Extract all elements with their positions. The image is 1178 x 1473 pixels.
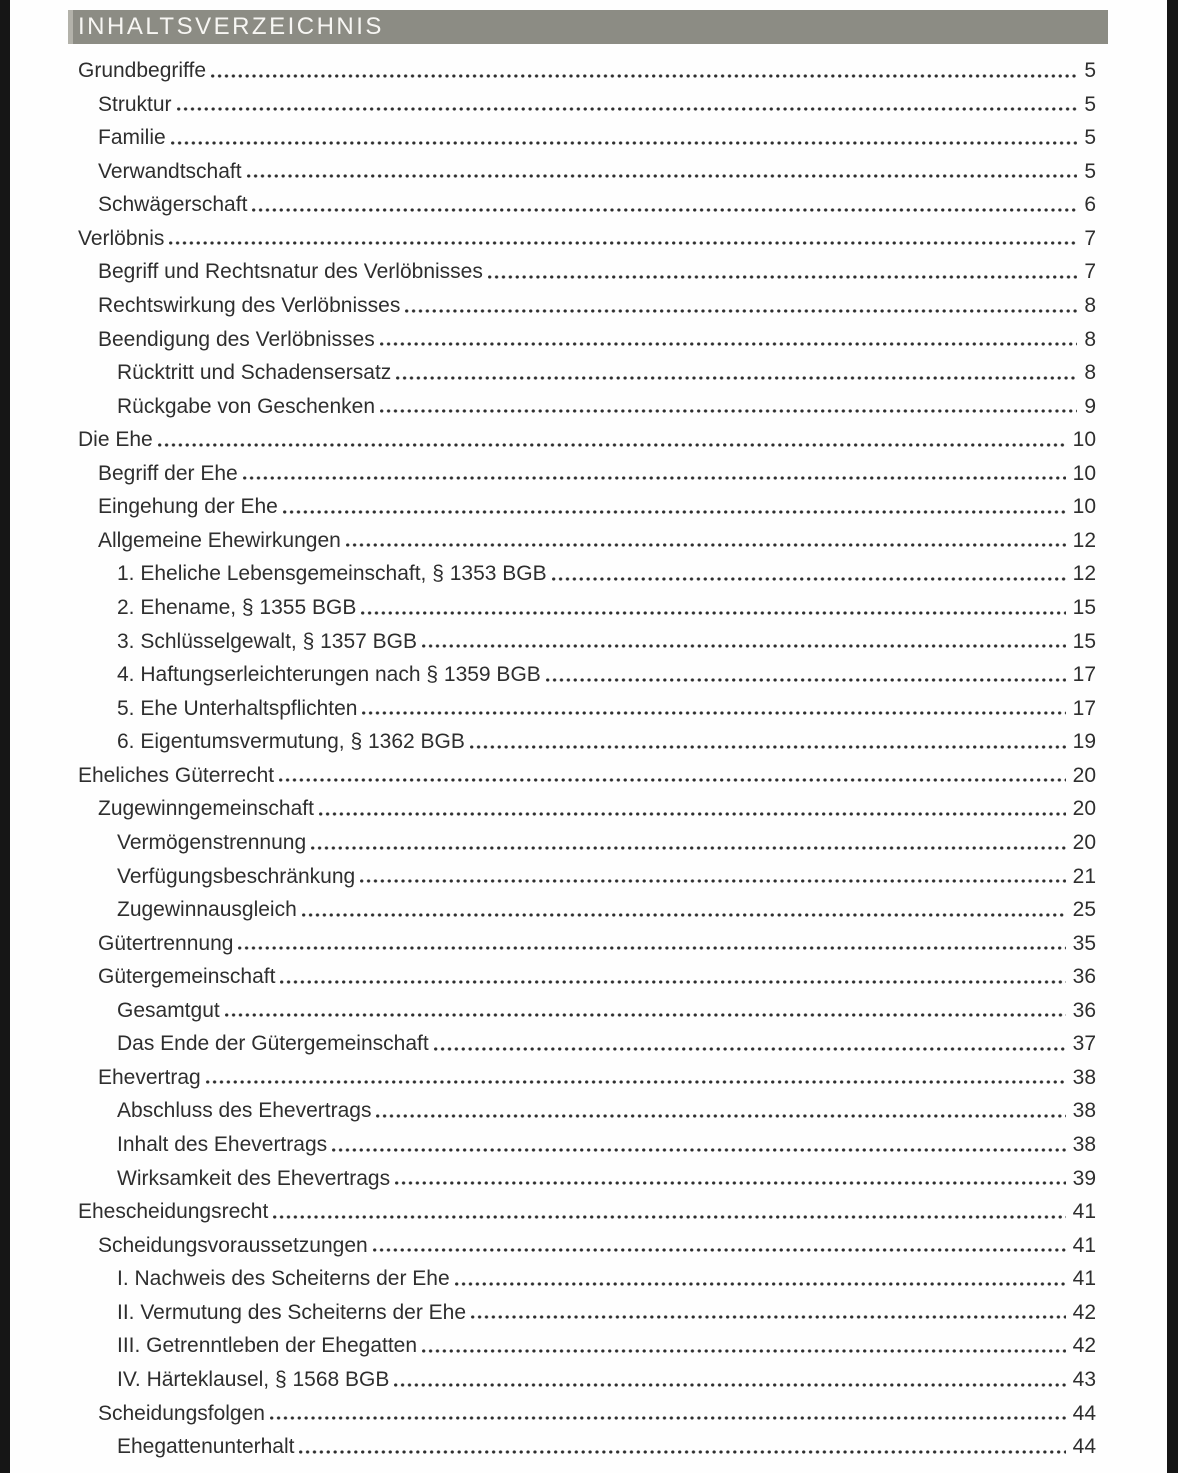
toc-entry[interactable]	[78, 927, 1096, 961]
dot-leader	[280, 980, 1065, 984]
toc-entry-label: 1. Eheliche Lebensgemeinschaft, § 1353 BGB	[117, 562, 547, 586]
toc-entry[interactable]	[78, 1094, 1096, 1128]
toc-entry[interactable]	[78, 222, 1096, 256]
toc-entry-page: 38	[1072, 1133, 1096, 1156]
toc-entry-page: 43	[1072, 1367, 1096, 1391]
dot-leader	[373, 1248, 1066, 1252]
toc-entry-page: 10	[1072, 495, 1096, 519]
toc-entry[interactable]	[78, 1430, 1096, 1464]
toc-entry[interactable]	[78, 524, 1096, 558]
toc-entry[interactable]	[78, 792, 1096, 826]
toc-entry-page: 44	[1072, 1435, 1096, 1459]
toc-entry-label: Abschluss des Ehevertrags	[117, 1099, 372, 1123]
toc-entry-page: 5	[1084, 59, 1096, 82]
toc-entry-label: Verlöbnis	[78, 226, 165, 250]
toc-entry-label: 4. Haftungserleichterungen nach § 1359 BGB	[117, 663, 541, 687]
dot-leader	[470, 745, 1066, 749]
dot-leader	[206, 1080, 1066, 1084]
toc-entry-label: Scheidungsvoraussetzungen	[98, 1233, 368, 1257]
toc-entry[interactable]	[78, 155, 1096, 189]
toc-entry-page: 41	[1072, 1267, 1096, 1291]
toc-entry-label: Schwägerschaft	[98, 193, 248, 217]
toc-entry-label: Grundbegriffe	[78, 59, 207, 82]
dot-leader	[243, 476, 1066, 480]
dot-leader	[546, 678, 1066, 682]
dot-leader	[360, 879, 1065, 883]
toc-entry[interactable]	[78, 625, 1096, 659]
toc-entry-page: 20	[1072, 797, 1096, 821]
toc-entry[interactable]	[78, 692, 1096, 726]
toc-entry-label: IV. Härteklausel, § 1568 BGB	[117, 1367, 390, 1391]
toc-entry-label: Rücktritt und Schadensersatz	[117, 361, 392, 385]
dot-leader	[396, 376, 1077, 380]
toc-entry[interactable]	[78, 658, 1096, 692]
toc-entry-page: 38	[1072, 1065, 1096, 1089]
toc-entry-page: 41	[1072, 1200, 1096, 1224]
toc-entry[interactable]	[78, 289, 1096, 323]
toc-entry-label: 5. Ehe Unterhaltspflichten	[117, 696, 358, 720]
toc-entry-label: Ehevertrag	[98, 1065, 201, 1089]
toc-entry[interactable]	[78, 960, 1096, 994]
dot-leader	[270, 1416, 1066, 1420]
toc-entry[interactable]	[78, 54, 1096, 88]
toc-entry-page: 35	[1072, 931, 1096, 955]
toc-entry[interactable]	[78, 557, 1096, 591]
dot-leader	[434, 1047, 1066, 1051]
toc-entry[interactable]	[78, 457, 1096, 491]
toc-entry[interactable]	[78, 591, 1096, 625]
toc-entry-page: 8	[1084, 293, 1096, 317]
toc-entry-label: Rückgabe von Geschenken	[117, 394, 375, 418]
toc-entry-label: Das Ende der Gütergemeinschaft	[117, 1032, 429, 1056]
dot-leader	[177, 107, 1078, 111]
toc-entry-label: Struktur	[98, 92, 172, 116]
toc-entry-page: 42	[1072, 1300, 1096, 1324]
toc-entry[interactable]	[78, 1128, 1096, 1162]
toc-entry-label: Rechtswirkung des Verlöbnisses	[98, 293, 401, 317]
dot-leader	[380, 409, 1077, 413]
toc-entry-label: Allgemeine Ehewirkungen	[98, 528, 341, 552]
dot-leader	[158, 443, 1066, 447]
toc-entry[interactable]	[78, 423, 1096, 457]
toc-entry[interactable]	[78, 725, 1096, 759]
toc-entry-page: 20	[1072, 763, 1096, 787]
dot-leader	[394, 1383, 1065, 1387]
toc-entry-page: 37	[1072, 1032, 1096, 1056]
toc-entry[interactable]	[78, 1061, 1096, 1095]
document-page	[10, 0, 1167, 1473]
toc-entry-page: 17	[1072, 663, 1096, 687]
toc-entry-page: 5	[1084, 126, 1096, 150]
toc-entry[interactable]	[78, 893, 1096, 927]
toc-entry-label: Wirksamkeit des Ehevertrags	[117, 1166, 391, 1190]
toc-entry[interactable]	[78, 1363, 1096, 1397]
toc-entry-label: Gesamtgut	[117, 998, 220, 1022]
dot-leader	[455, 1282, 1066, 1286]
toc-entry-page: 7	[1084, 226, 1096, 250]
toc-entry-page: 10	[1072, 428, 1096, 452]
dot-leader	[422, 1349, 1066, 1353]
toc-entry-page: 19	[1072, 730, 1096, 754]
toc-entry[interactable]	[78, 121, 1096, 155]
toc-entry-label: I. Nachweis des Scheiterns der Ehe	[117, 1267, 450, 1291]
toc-entry-page: 8	[1084, 361, 1096, 385]
toc-entry[interactable]	[78, 1027, 1096, 1061]
toc-entry-page: 39	[1072, 1166, 1096, 1190]
dot-leader	[252, 208, 1077, 212]
toc-entry-page: 15	[1072, 629, 1096, 653]
dot-leader	[211, 74, 1077, 78]
toc-entry[interactable]	[78, 1229, 1096, 1263]
dot-leader	[238, 946, 1065, 950]
toc-entry-label: Scheidungsfolgen	[98, 1401, 265, 1425]
toc-heading: INHALTSVERZEICHNIS	[78, 13, 384, 40]
toc-entry-page: 38	[1072, 1099, 1096, 1123]
toc-entry-label: II. Vermutung des Scheiterns der Ehe	[117, 1300, 467, 1324]
toc-entry-label: Beendigung des Verlöbnisses	[98, 327, 375, 351]
dot-leader	[279, 778, 1066, 782]
toc-entry-page: 42	[1072, 1334, 1096, 1358]
dot-leader	[319, 812, 1066, 816]
dot-leader	[283, 510, 1066, 514]
toc-entry-label: Gütertrennung	[98, 931, 234, 955]
toc-entry-label: 3. Schlüsselgewalt, § 1357 BGB	[117, 629, 418, 653]
toc-entry-page: 41	[1072, 1233, 1096, 1257]
toc-entry-label: Verfügungsbeschränkung	[117, 864, 356, 888]
toc-entry[interactable]	[78, 323, 1096, 357]
toc-entry-label: Inhalt des Ehevertrags	[117, 1133, 328, 1156]
toc-entry-label: Familie	[98, 126, 166, 150]
toc-entry[interactable]	[78, 255, 1096, 289]
toc-entry-label: Begriff und Rechtsnatur des Verlöbnisses	[98, 260, 483, 284]
dot-leader	[395, 1181, 1066, 1185]
toc-entry[interactable]	[78, 1195, 1096, 1229]
toc-entry[interactable]	[78, 860, 1096, 894]
toc-entry-page: 15	[1072, 596, 1096, 619]
toc-heading-bar	[68, 10, 1108, 44]
toc-entry-page: 17	[1072, 696, 1096, 720]
toc-entry-label: Begriff der Ehe	[98, 461, 238, 485]
toc-entry[interactable]	[78, 1397, 1096, 1431]
dot-leader	[302, 913, 1066, 917]
dot-leader	[405, 309, 1077, 313]
toc-entry-label: Zugewinnausgleich	[117, 898, 297, 922]
dot-leader	[171, 141, 1078, 145]
dot-leader	[273, 1215, 1065, 1219]
toc-entry-label: 6. Eigentumsvermutung, § 1362 BGB	[117, 730, 465, 754]
toc-entry-label: Eheliches Güterrecht	[78, 763, 275, 787]
toc-entry[interactable]	[78, 356, 1096, 390]
dot-leader	[311, 846, 1066, 850]
toc-entry[interactable]	[78, 490, 1096, 524]
dot-leader	[346, 543, 1066, 547]
toc-entry[interactable]	[78, 390, 1096, 424]
toc-entry[interactable]	[78, 1296, 1096, 1330]
toc-entry-page: 25	[1072, 898, 1096, 922]
toc-entry-label: Die Ehe	[78, 428, 153, 452]
dot-leader	[247, 174, 1078, 178]
toc-entry-page: 21	[1072, 864, 1096, 888]
toc-entry[interactable]	[78, 88, 1096, 122]
toc-entry-page: 8	[1084, 327, 1096, 351]
toc-list	[78, 54, 1096, 1464]
dot-leader	[169, 241, 1077, 245]
dot-leader	[380, 342, 1078, 346]
toc-entry-label: Eingehung der Ehe	[98, 495, 278, 519]
toc-entry[interactable]	[78, 759, 1096, 793]
toc-entry-page: 5	[1084, 159, 1096, 183]
toc-entry-page: 6	[1084, 193, 1096, 217]
toc-entry-label: Verwandtschaft	[98, 159, 242, 183]
toc-entry[interactable]	[78, 1162, 1096, 1196]
dot-leader	[362, 711, 1065, 715]
toc-entry-page: 5	[1084, 92, 1096, 116]
dot-leader	[299, 1450, 1065, 1454]
toc-entry-page: 20	[1072, 830, 1096, 854]
toc-entry[interactable]	[78, 994, 1096, 1028]
dot-leader	[225, 1013, 1066, 1017]
toc-entry[interactable]	[78, 188, 1096, 222]
toc-entry-page: 12	[1072, 528, 1096, 552]
toc-entry-label: Vermögenstrennung	[117, 830, 307, 854]
toc-entry-page: 44	[1072, 1401, 1096, 1425]
dot-leader	[552, 577, 1066, 581]
toc-entry-label: Ehescheidungsrecht	[78, 1200, 269, 1224]
toc-entry-page: 12	[1072, 562, 1096, 586]
dot-leader	[422, 644, 1066, 648]
toc-entry-page: 7	[1084, 260, 1096, 284]
toc-entry-page: 36	[1072, 998, 1096, 1022]
toc-entry[interactable]	[78, 1329, 1096, 1363]
toc-entry[interactable]	[78, 826, 1096, 860]
dot-leader	[488, 275, 1077, 279]
toc-entry-page: 36	[1072, 965, 1096, 989]
toc-entry-label: III. Getrenntleben der Ehegatten	[117, 1334, 418, 1358]
toc-entry-page: 9	[1084, 394, 1096, 418]
toc-entry-label: Gütergemeinschaft	[98, 965, 276, 989]
dot-leader	[376, 1114, 1065, 1118]
toc-entry-label: Zugewinngemeinschaft	[98, 797, 314, 821]
toc-entry-label: Ehegattenunterhalt	[117, 1435, 295, 1459]
toc-entry[interactable]	[78, 1262, 1096, 1296]
dot-leader	[471, 1315, 1066, 1319]
dot-leader	[332, 1148, 1066, 1152]
toc-entry-page: 10	[1072, 461, 1096, 485]
toc-entry-label: 2. Ehename, § 1355 BGB	[117, 596, 357, 619]
dot-leader	[361, 611, 1065, 615]
